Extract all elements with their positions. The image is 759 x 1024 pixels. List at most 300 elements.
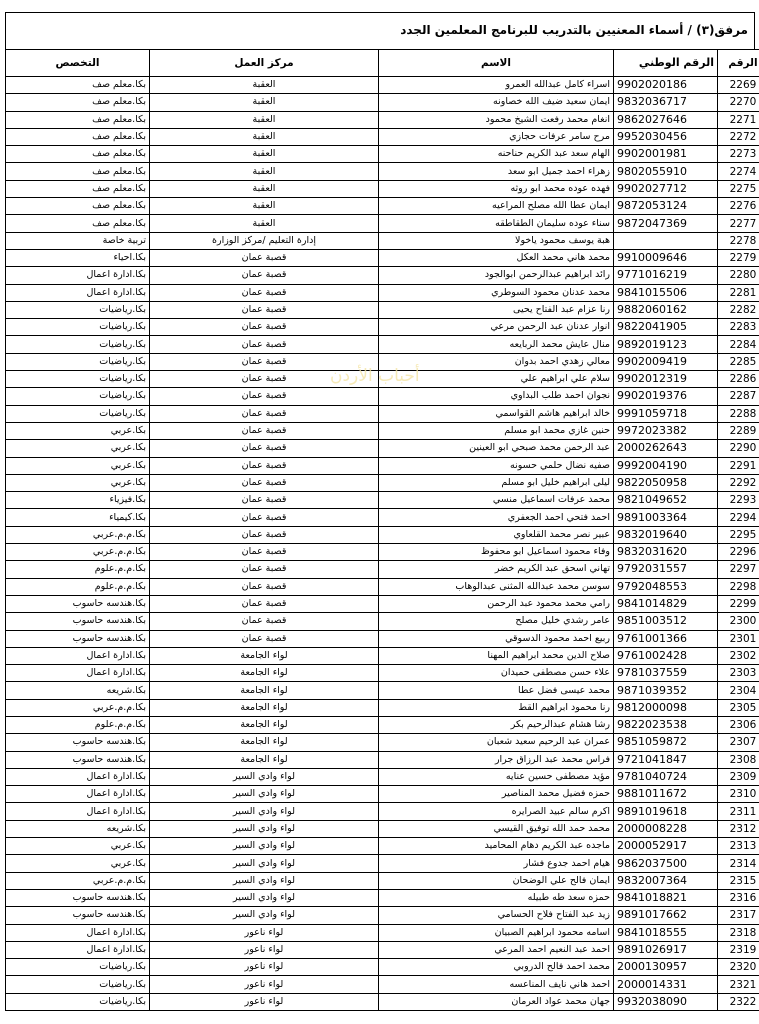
row-number: 2316 bbox=[718, 889, 759, 906]
row-number: 2315 bbox=[718, 872, 759, 889]
row-name: مرح سامر عرفات حجازي bbox=[379, 128, 614, 145]
row-work-center: قصبة عمان bbox=[150, 353, 379, 370]
row-name: ماجده عبد الكريم دهام المحاميد bbox=[379, 838, 614, 855]
row-specialization: بكا.رياضيات bbox=[6, 993, 150, 1010]
row-work-center: العقبة bbox=[150, 215, 379, 232]
row-name: احمد هاني نايف المناعسه bbox=[379, 976, 614, 993]
row-specialization: بكا.رياضيات bbox=[6, 959, 150, 976]
table-row bbox=[6, 388, 759, 405]
table-row bbox=[6, 128, 759, 145]
row-name: خالد ابراهيم هاشم القواسمي bbox=[379, 405, 614, 422]
row-number: 2304 bbox=[718, 682, 759, 699]
table-row bbox=[6, 734, 759, 751]
row-specialization: بكا.شريعه bbox=[6, 682, 150, 699]
row-name: عبد الرحمن محمد صبحي ابو العينين bbox=[379, 440, 614, 457]
row-work-center: لواء وادي السير bbox=[150, 838, 379, 855]
row-specialization: بكا.معلم صف bbox=[6, 128, 150, 145]
row-number: 2287 bbox=[718, 388, 759, 405]
row-number: 2308 bbox=[718, 751, 759, 768]
row-number: 2278 bbox=[718, 232, 759, 249]
row-work-center: قصبة عمان bbox=[150, 249, 379, 266]
row-number: 2310 bbox=[718, 786, 759, 803]
row-work-center: قصبة عمان bbox=[150, 301, 379, 318]
row-number: 2317 bbox=[718, 907, 759, 924]
table-row bbox=[6, 751, 759, 768]
row-name: عمران عبد الرحيم سعيد شعبان bbox=[379, 734, 614, 751]
row-number: 2311 bbox=[718, 803, 759, 820]
table-row bbox=[6, 613, 759, 630]
row-national-id: 9862027646 bbox=[614, 111, 718, 128]
row-number: 2321 bbox=[718, 976, 759, 993]
row-specialization: بكا.كيمياء bbox=[6, 509, 150, 526]
table-row bbox=[6, 803, 759, 820]
row-number: 2286 bbox=[718, 371, 759, 388]
row-national-id: 9851059872 bbox=[614, 734, 718, 751]
row-number: 2295 bbox=[718, 526, 759, 543]
row-name: رائد ابراهيم عبدالرحمن ابوالجود bbox=[379, 267, 614, 284]
row-name: رنا محمود ابراهيم القط bbox=[379, 699, 614, 716]
row-specialization: بكا.رياضيات bbox=[6, 371, 150, 388]
row-number: 2307 bbox=[718, 734, 759, 751]
row-specialization: بكا.هندسه حاسوب bbox=[6, 595, 150, 612]
row-work-center: قصبة عمان bbox=[150, 371, 379, 388]
row-name: وفاء محمود اسماعيل ابو محفوظ bbox=[379, 544, 614, 561]
row-work-center: قصبة عمان bbox=[150, 578, 379, 595]
table-row bbox=[6, 405, 759, 422]
row-specialization: بكا.هندسه حاسوب bbox=[6, 889, 150, 906]
row-name: عبير نصر محمد القلعاوي bbox=[379, 526, 614, 543]
row-specialization: بكا.م.م.عربي bbox=[6, 872, 150, 889]
table-row bbox=[6, 941, 759, 958]
table-row bbox=[6, 163, 759, 180]
row-national-id: 9892019123 bbox=[614, 336, 718, 353]
row-work-center: قصبة عمان bbox=[150, 284, 379, 301]
row-national-id: 9822041905 bbox=[614, 319, 718, 336]
row-work-center: لواء وادي السير bbox=[150, 872, 379, 889]
row-national-id: 9832019640 bbox=[614, 526, 718, 543]
row-number: 2320 bbox=[718, 959, 759, 976]
table-row bbox=[6, 301, 759, 318]
row-national-id: 9902019376 bbox=[614, 388, 718, 405]
row-specialization: بكا.ادارة اعمال bbox=[6, 665, 150, 682]
row-specialization: بكا.ادارة اعمال bbox=[6, 768, 150, 785]
document-sheet bbox=[5, 12, 758, 1011]
row-number: 2283 bbox=[718, 319, 759, 336]
row-number: 2291 bbox=[718, 457, 759, 474]
row-name: زهراء احمد جميل ابو سعد bbox=[379, 163, 614, 180]
row-number: 2275 bbox=[718, 180, 759, 197]
row-national-id: 9761001366 bbox=[614, 630, 718, 647]
row-national-id: 9841018555 bbox=[614, 924, 718, 941]
row-name: رامي محمد محمود عبد الرحمن bbox=[379, 595, 614, 612]
row-work-center: قصبة عمان bbox=[150, 630, 379, 647]
row-number: 2293 bbox=[718, 492, 759, 509]
row-national-id: 2000130957 bbox=[614, 959, 718, 976]
row-specialization: بكا.احياء bbox=[6, 249, 150, 266]
row-specialization: بكا.ادارة اعمال bbox=[6, 267, 150, 284]
row-national-id: 9771016219 bbox=[614, 267, 718, 284]
row-name: جهان محمد عواد العرمان bbox=[379, 993, 614, 1010]
row-national-id: 9821049652 bbox=[614, 492, 718, 509]
table-row bbox=[6, 249, 759, 266]
row-specialization: بكا.هندسه حاسوب bbox=[6, 734, 150, 751]
row-specialization: بكا.رياضيات bbox=[6, 301, 150, 318]
row-name: ليلى ابراهيم خليل ابو مسلم bbox=[379, 474, 614, 491]
row-work-center: العقبة bbox=[150, 163, 379, 180]
row-work-center: لواء وادي السير bbox=[150, 803, 379, 820]
row-name: مؤيد مصطفى حسين عنايه bbox=[379, 768, 614, 785]
row-number: 2298 bbox=[718, 578, 759, 595]
row-national-id: 9891019618 bbox=[614, 803, 718, 820]
table-row bbox=[6, 647, 759, 664]
row-name: عامر رشدي خليل مصلح bbox=[379, 613, 614, 630]
table-row bbox=[6, 77, 759, 94]
row-number: 2276 bbox=[718, 198, 759, 215]
row-national-id: 9822023538 bbox=[614, 716, 718, 733]
row-specialization: بكا.معلم صف bbox=[6, 198, 150, 215]
row-name: اسراء كامل عبدالله العمرو bbox=[379, 77, 614, 94]
table-row bbox=[6, 526, 759, 543]
row-specialization: بكا.هندسه حاسوب bbox=[6, 613, 150, 630]
row-specialization: بكا.م.م.عربي bbox=[6, 699, 150, 716]
table-row bbox=[6, 578, 759, 595]
row-number: 2319 bbox=[718, 941, 759, 958]
row-number: 2277 bbox=[718, 215, 759, 232]
row-work-center: قصبة عمان bbox=[150, 613, 379, 630]
row-national-id: 9932038090 bbox=[614, 993, 718, 1010]
row-specialization: بكا.رياضيات bbox=[6, 319, 150, 336]
row-number: 2296 bbox=[718, 544, 759, 561]
row-national-id: 9832031620 bbox=[614, 544, 718, 561]
row-name: معالي زهدي احمد بدوان bbox=[379, 353, 614, 370]
row-work-center: لواء الجامعة bbox=[150, 751, 379, 768]
header-number: الرقم bbox=[718, 50, 759, 77]
row-specialization: بكا.م.م.عربي bbox=[6, 544, 150, 561]
row-national-id: 9902012319 bbox=[614, 371, 718, 388]
table-row bbox=[6, 232, 759, 249]
row-number: 2294 bbox=[718, 509, 759, 526]
row-name: الهام سعد عبد الكريم حناحنه bbox=[379, 146, 614, 163]
row-name: هيام احمد جدوع فشار bbox=[379, 855, 614, 872]
row-number: 2282 bbox=[718, 301, 759, 318]
table-row bbox=[6, 699, 759, 716]
row-name: سناء عوده سليمان الطقاطقه bbox=[379, 215, 614, 232]
table-row bbox=[6, 665, 759, 682]
row-name: رنا عزام عبد الفتاح يحيى bbox=[379, 301, 614, 318]
row-work-center: لواء الجامعة bbox=[150, 716, 379, 733]
table-row bbox=[6, 889, 759, 906]
row-name: صفيه نضال حلمي حسونه bbox=[379, 457, 614, 474]
row-work-center: لواء وادي السير bbox=[150, 820, 379, 837]
table-row bbox=[6, 630, 759, 647]
table-row bbox=[6, 561, 759, 578]
row-work-center: العقبة bbox=[150, 198, 379, 215]
row-name: اسامه محمود ابراهيم الصبيان bbox=[379, 924, 614, 941]
table-row bbox=[6, 371, 759, 388]
row-number: 2274 bbox=[718, 163, 759, 180]
row-work-center: لواء الجامعة bbox=[150, 682, 379, 699]
row-number: 2279 bbox=[718, 249, 759, 266]
row-work-center: لواء ناعور bbox=[150, 941, 379, 958]
table-row bbox=[6, 353, 759, 370]
row-specialization: بكا.ادارة اعمال bbox=[6, 941, 150, 958]
row-number: 2313 bbox=[718, 838, 759, 855]
row-national-id: 9841018821 bbox=[614, 889, 718, 906]
row-name: ايمان سعيد ضيف الله خصاونه bbox=[379, 94, 614, 111]
row-number: 2290 bbox=[718, 440, 759, 457]
row-number: 2270 bbox=[718, 94, 759, 111]
row-specialization: بكا.عربي bbox=[6, 855, 150, 872]
row-national-id bbox=[614, 232, 718, 249]
row-specialization: بكا.ادارة اعمال bbox=[6, 803, 150, 820]
row-number: 2289 bbox=[718, 422, 759, 439]
table-row bbox=[6, 180, 759, 197]
row-specialization: بكا.هندسه حاسوب bbox=[6, 751, 150, 768]
row-name: احمد عبد النعيم احمد المرعي bbox=[379, 941, 614, 958]
row-specialization: بكا.رياضيات bbox=[6, 336, 150, 353]
header-name: الاسم bbox=[379, 50, 614, 77]
table-row bbox=[6, 544, 759, 561]
row-number: 2297 bbox=[718, 561, 759, 578]
row-national-id: 9802055910 bbox=[614, 163, 718, 180]
row-national-id: 2000262643 bbox=[614, 440, 718, 457]
row-specialization: بكا.رياضيات bbox=[6, 388, 150, 405]
row-work-center: قصبة عمان bbox=[150, 336, 379, 353]
table-header-row bbox=[6, 50, 759, 77]
row-work-center: لواء ناعور bbox=[150, 924, 379, 941]
row-number: 2322 bbox=[718, 993, 759, 1010]
row-specialization: بكا.معلم صف bbox=[6, 180, 150, 197]
row-national-id: 9841014829 bbox=[614, 595, 718, 612]
row-specialization: بكا.معلم صف bbox=[6, 215, 150, 232]
row-national-id: 9902001981 bbox=[614, 146, 718, 163]
row-national-id: 9891026917 bbox=[614, 941, 718, 958]
table-row bbox=[6, 319, 759, 336]
row-number: 2281 bbox=[718, 284, 759, 301]
row-specialization: بكا.رياضيات bbox=[6, 976, 150, 993]
row-national-id: 9972023382 bbox=[614, 422, 718, 439]
row-name: انغام محمد رفعت الشيخ محمود bbox=[379, 111, 614, 128]
row-work-center: قصبة عمان bbox=[150, 422, 379, 439]
table-row bbox=[6, 198, 759, 215]
row-national-id: 9832007364 bbox=[614, 872, 718, 889]
row-number: 2285 bbox=[718, 353, 759, 370]
row-name: فهده عوده محمد ابو روثه bbox=[379, 180, 614, 197]
document-title: مرفق(٣) / أسماء المعنيين بالتدريب للبرنامج المعلمين الجدد bbox=[400, 23, 748, 37]
table-row bbox=[6, 336, 759, 353]
row-number: 2314 bbox=[718, 855, 759, 872]
row-work-center: لواء ناعور bbox=[150, 993, 379, 1010]
table-row bbox=[6, 215, 759, 232]
row-name: هبة يوسف محمود ياخولا bbox=[379, 232, 614, 249]
row-number: 2300 bbox=[718, 613, 759, 630]
row-national-id: 9781040724 bbox=[614, 768, 718, 785]
header-national-id: الرقم الوطني bbox=[614, 50, 718, 77]
row-work-center: قصبة عمان bbox=[150, 492, 379, 509]
row-work-center: العقبة bbox=[150, 94, 379, 111]
table-row bbox=[6, 94, 759, 111]
row-name: صلاح الدين محمد ابراهيم المهنا bbox=[379, 647, 614, 664]
row-work-center: إدارة التعليم /مركز الوزارة bbox=[150, 232, 379, 249]
row-work-center: لواء وادي السير bbox=[150, 889, 379, 906]
row-national-id: 2000014331 bbox=[614, 976, 718, 993]
row-number: 2309 bbox=[718, 768, 759, 785]
row-name: انوار عدنان عبد الرحمن مرعي bbox=[379, 319, 614, 336]
row-number: 2312 bbox=[718, 820, 759, 837]
row-specialization: بكا.عربي bbox=[6, 474, 150, 491]
row-national-id: 9871039352 bbox=[614, 682, 718, 699]
table-row bbox=[6, 768, 759, 785]
row-work-center: قصبة عمان bbox=[150, 474, 379, 491]
row-specialization: بكا.معلم صف bbox=[6, 94, 150, 111]
row-specialization: بكا.معلم صف bbox=[6, 77, 150, 94]
row-national-id: 9822050958 bbox=[614, 474, 718, 491]
row-work-center: لواء الجامعة bbox=[150, 734, 379, 751]
row-work-center: لواء وادي السير bbox=[150, 786, 379, 803]
row-specialization: بكا.عربي bbox=[6, 422, 150, 439]
row-name: محمد عرفات اسماعيل منسي bbox=[379, 492, 614, 509]
row-number: 2303 bbox=[718, 665, 759, 682]
header-work-center: مركز العمل bbox=[150, 50, 379, 77]
row-work-center: قصبة عمان bbox=[150, 267, 379, 284]
row-number: 2288 bbox=[718, 405, 759, 422]
row-national-id: 9882060162 bbox=[614, 301, 718, 318]
row-work-center: قصبة عمان bbox=[150, 526, 379, 543]
row-national-id: 9781037559 bbox=[614, 665, 718, 682]
row-number: 2269 bbox=[718, 77, 759, 94]
row-work-center: لواء ناعور bbox=[150, 976, 379, 993]
row-name: محمد عدنان محمود السوطري bbox=[379, 284, 614, 301]
row-name: محمد عيسى فضل عطا bbox=[379, 682, 614, 699]
table-row bbox=[6, 872, 759, 889]
row-work-center: العقبة bbox=[150, 180, 379, 197]
row-work-center: لواء وادي السير bbox=[150, 907, 379, 924]
header-specialization: التخصص bbox=[6, 50, 150, 77]
row-name: محمد احمد فالح الدروبي bbox=[379, 959, 614, 976]
row-name: محمد حمد الله توفيق القيسي bbox=[379, 820, 614, 837]
row-national-id: 2000052917 bbox=[614, 838, 718, 855]
table-row bbox=[6, 855, 759, 872]
row-number: 2284 bbox=[718, 336, 759, 353]
row-specialization: تربية خاصة bbox=[6, 232, 150, 249]
row-name: فراس محمد عبد الرزاق جرار bbox=[379, 751, 614, 768]
row-national-id: 9872047369 bbox=[614, 215, 718, 232]
row-number: 2273 bbox=[718, 146, 759, 163]
row-work-center: العقبة bbox=[150, 128, 379, 145]
row-name: منال عايش محمد الربايعه bbox=[379, 336, 614, 353]
row-name: زيد عبد الفتاح فلاح الحسامي bbox=[379, 907, 614, 924]
row-work-center: قصبة عمان bbox=[150, 319, 379, 336]
row-national-id: 9902027712 bbox=[614, 180, 718, 197]
row-specialization: بكا.م.م.عربي bbox=[6, 526, 150, 543]
table-row bbox=[6, 595, 759, 612]
table-row bbox=[6, 457, 759, 474]
row-work-center: قصبة عمان bbox=[150, 405, 379, 422]
row-national-id: 9832036717 bbox=[614, 94, 718, 111]
row-name: ربيع احمد محمود الدسوقي bbox=[379, 630, 614, 647]
table-row bbox=[6, 993, 759, 1010]
table-row bbox=[6, 146, 759, 163]
table-row bbox=[6, 976, 759, 993]
table-row bbox=[6, 907, 759, 924]
table-row bbox=[6, 111, 759, 128]
row-specialization: بكا.م.م.علوم bbox=[6, 578, 150, 595]
row-work-center: قصبة عمان bbox=[150, 440, 379, 457]
row-work-center: العقبة bbox=[150, 111, 379, 128]
row-name: حمزه فضيل محمد المناصير bbox=[379, 786, 614, 803]
table-row bbox=[6, 440, 759, 457]
row-name: محمد هاني محمد العكل bbox=[379, 249, 614, 266]
table-row bbox=[6, 682, 759, 699]
row-national-id: 9992004190 bbox=[614, 457, 718, 474]
row-work-center: قصبة عمان bbox=[150, 561, 379, 578]
row-work-center: قصبة عمان bbox=[150, 595, 379, 612]
trainees-table bbox=[5, 49, 759, 1011]
row-number: 2272 bbox=[718, 128, 759, 145]
row-work-center: لواء الجامعة bbox=[150, 665, 379, 682]
row-work-center: قصبة عمان bbox=[150, 544, 379, 561]
row-national-id: 9952030456 bbox=[614, 128, 718, 145]
row-national-id: 2000008228 bbox=[614, 820, 718, 837]
table-row bbox=[6, 924, 759, 941]
row-specialization: بكا.معلم صف bbox=[6, 163, 150, 180]
row-national-id: 9910009646 bbox=[614, 249, 718, 266]
title-box bbox=[5, 12, 755, 49]
row-national-id: 9891003364 bbox=[614, 509, 718, 526]
row-national-id: 9862037500 bbox=[614, 855, 718, 872]
row-number: 2306 bbox=[718, 716, 759, 733]
row-name: تهاني اسحق عبد الكريم خضر bbox=[379, 561, 614, 578]
table-row bbox=[6, 474, 759, 491]
row-national-id: 9902020186 bbox=[614, 77, 718, 94]
row-national-id: 9891017662 bbox=[614, 907, 718, 924]
table-row bbox=[6, 492, 759, 509]
table-row bbox=[6, 422, 759, 439]
table-row bbox=[6, 820, 759, 837]
row-specialization: بكا.ادارة اعمال bbox=[6, 647, 150, 664]
row-name: ايمان عطا الله مصلح المراعيه bbox=[379, 198, 614, 215]
row-specialization: بكا.عربي bbox=[6, 457, 150, 474]
row-national-id: 9991059718 bbox=[614, 405, 718, 422]
row-specialization: بكا.فيزياء bbox=[6, 492, 150, 509]
row-number: 2292 bbox=[718, 474, 759, 491]
row-work-center: لواء وادي السير bbox=[150, 768, 379, 785]
row-name: اكرم سالم عبيد الصرايره bbox=[379, 803, 614, 820]
row-specialization: بكا.هندسه حاسوب bbox=[6, 630, 150, 647]
row-national-id: 9761002428 bbox=[614, 647, 718, 664]
row-specialization: بكا.رياضيات bbox=[6, 405, 150, 422]
row-national-id: 9851003512 bbox=[614, 613, 718, 630]
table-row bbox=[6, 959, 759, 976]
row-work-center: قصبة عمان bbox=[150, 509, 379, 526]
row-national-id: 9792048553 bbox=[614, 578, 718, 595]
row-national-id: 9841015506 bbox=[614, 284, 718, 301]
table-row bbox=[6, 838, 759, 855]
row-specialization: بكا.رياضيات bbox=[6, 353, 150, 370]
row-number: 2299 bbox=[718, 595, 759, 612]
row-work-center: قصبة عمان bbox=[150, 457, 379, 474]
row-work-center: قصبة عمان bbox=[150, 388, 379, 405]
row-national-id: 9812000098 bbox=[614, 699, 718, 716]
row-specialization: بكا.هندسه حاسوب bbox=[6, 907, 150, 924]
watermark-text: أحباب الأردن bbox=[330, 366, 420, 386]
row-work-center: العقبة bbox=[150, 77, 379, 94]
table-row bbox=[6, 509, 759, 526]
row-name: حنين غازي محمد ابو مسلم bbox=[379, 422, 614, 439]
row-specialization: بكا.عربي bbox=[6, 440, 150, 457]
row-specialization: بكا.ادارة اعمال bbox=[6, 284, 150, 301]
row-work-center: لواء الجامعة bbox=[150, 699, 379, 716]
